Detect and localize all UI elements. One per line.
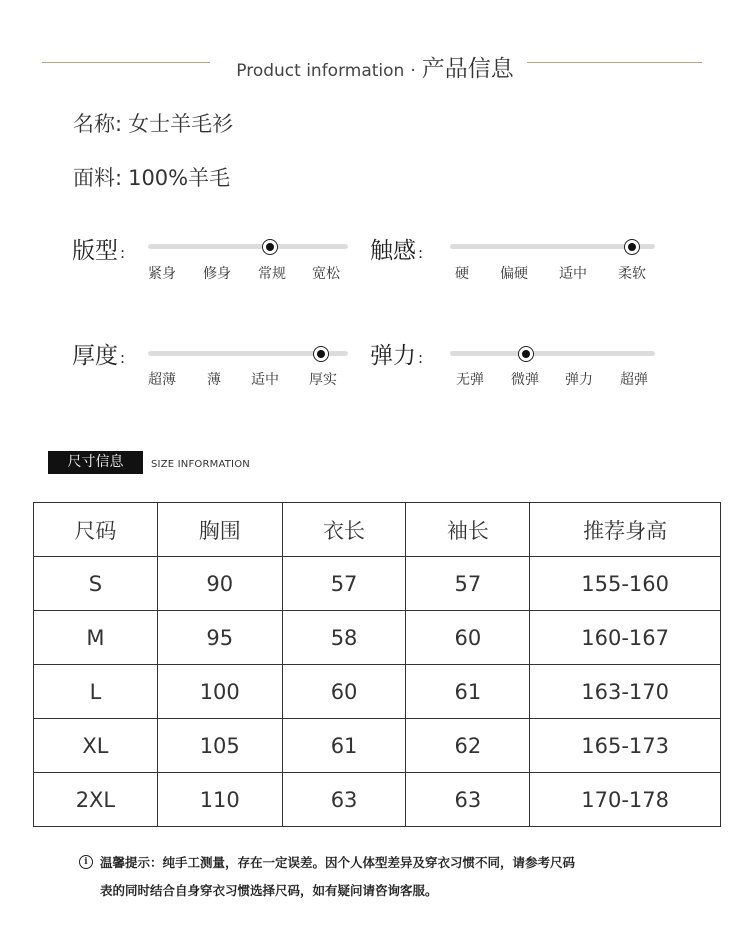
elasticity-option: 微弹 — [511, 372, 539, 388]
fit-scale-knob — [262, 239, 278, 255]
touch-label: 触感 : — [370, 238, 424, 264]
note-line-2: 表的同时结合自身穿衣习惯选择尺码，如有疑问请咨询客服。 — [100, 883, 438, 898]
fit-option: 紧身 — [148, 266, 176, 282]
info-icon: i — [79, 855, 93, 869]
table-row — [34, 557, 721, 611]
table-cell: 60 — [406, 611, 530, 665]
elasticity-scale-knob — [518, 346, 534, 362]
size-info-tag: 尺寸信息 — [48, 451, 143, 474]
table-cell: 90 — [157, 557, 282, 611]
table-cell: S — [34, 557, 158, 611]
size-table — [33, 502, 721, 827]
elasticity-scale — [450, 351, 655, 356]
product-material-label: 面料: — [73, 166, 123, 190]
table-cell: 61 — [406, 665, 530, 719]
table-cell: 163-170 — [530, 665, 721, 719]
thickness-option: 薄 — [207, 372, 221, 388]
touch-option: 柔软 — [618, 266, 646, 282]
table-row — [34, 719, 721, 773]
header-sleeve: 袖长 — [406, 503, 530, 557]
size-info-subtitle: SIZE INFORMATION — [151, 459, 250, 470]
product-name-label: 名称: — [73, 112, 123, 136]
product-material-value: 100%羊毛 — [128, 166, 231, 190]
table-cell: 155-160 — [530, 557, 721, 611]
header-separator: · — [410, 61, 416, 81]
table-cell: 63 — [406, 773, 530, 827]
product-name-line — [73, 108, 233, 138]
touch-option: 硬 — [455, 266, 469, 282]
thickness-option: 超薄 — [148, 372, 176, 388]
header-title-cn: 产品信息 — [421, 56, 514, 82]
header-length: 衣长 — [282, 503, 406, 557]
note-line-1: 温馨提示：纯手工测量，存在一定误差。因个人体型差异及穿衣习惯不同，请参考尺码 — [100, 855, 576, 870]
size-table-header-row — [34, 503, 721, 557]
fit-option: 宽松 — [312, 266, 340, 282]
thickness-option: 适中 — [251, 372, 279, 388]
header-chest: 胸围 — [157, 503, 282, 557]
touch-option: 适中 — [559, 266, 587, 282]
elasticity-option: 无弹 — [456, 372, 484, 388]
table-cell: 2XL — [34, 773, 158, 827]
product-name-value: 女士羊毛衫 — [128, 112, 234, 136]
product-material-line — [73, 162, 230, 192]
fit-option: 修身 — [203, 266, 231, 282]
touch-scale-knob — [624, 239, 640, 255]
table-cell: 110 — [157, 773, 282, 827]
table-cell: 60 — [282, 665, 406, 719]
header-size: 尺码 — [34, 503, 158, 557]
table-row — [34, 665, 721, 719]
table-cell: 57 — [406, 557, 530, 611]
header-title — [0, 50, 750, 83]
table-cell: 105 — [157, 719, 282, 773]
touch-option: 偏硬 — [500, 266, 528, 282]
table-cell: 100 — [157, 665, 282, 719]
table-cell: 62 — [406, 719, 530, 773]
fit-label: 版型 : — [72, 238, 126, 264]
table-cell: M — [34, 611, 158, 665]
header-height: 推荐身高 — [530, 503, 721, 557]
elasticity-label: 弹力 : — [370, 343, 424, 369]
thickness-label: 厚度 : — [72, 343, 126, 369]
table-cell: 57 — [282, 557, 406, 611]
table-cell: 95 — [157, 611, 282, 665]
table-cell: XL — [34, 719, 158, 773]
thickness-option: 厚实 — [309, 372, 337, 388]
elasticity-option: 弹力 — [565, 372, 593, 388]
elasticity-option: 超弹 — [620, 372, 648, 388]
fit-option: 常规 — [258, 266, 286, 282]
header-title-en: Product information — [236, 61, 405, 81]
table-cell: 170-178 — [530, 773, 721, 827]
table-cell: 160-167 — [530, 611, 721, 665]
table-row — [34, 611, 721, 665]
table-cell: 61 — [282, 719, 406, 773]
table-cell: 58 — [282, 611, 406, 665]
table-cell: 165-173 — [530, 719, 721, 773]
fit-scale — [148, 244, 348, 249]
table-cell: L — [34, 665, 158, 719]
table-row — [34, 773, 721, 827]
table-cell: 63 — [282, 773, 406, 827]
thickness-scale-knob — [313, 346, 329, 362]
